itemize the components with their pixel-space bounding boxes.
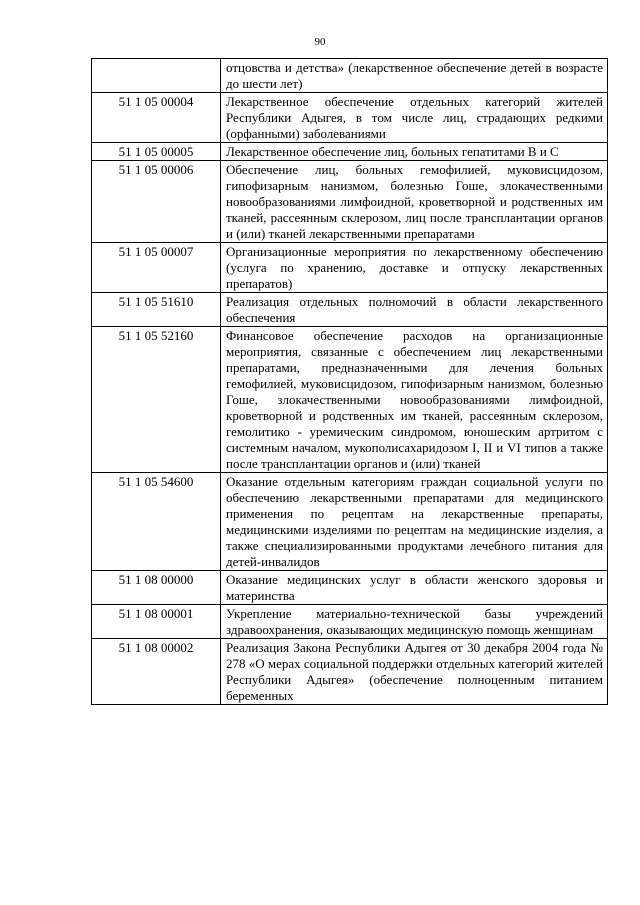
code-cell: 51 1 05 51610 — [92, 293, 221, 327]
description-cell: Обеспечение лиц, больных гемофилией, муковисцидозом, гипофизарным нанизмом, болезнью Гоше, злокачественными новообразованиями лимфоидной, кроветворной и родственных им тканей, рассеянным склерозом, лиц после трансплантации органов и (или) тканей лекарственными препаратами — [221, 161, 608, 243]
description-cell: Лекарственное обеспечение лиц, больных гепатитами B и C — [221, 143, 608, 161]
description-cell: Укрепление материально-технической базы учреждений здравоохранения, оказывающих медицинскую помощь женщинам — [221, 605, 608, 639]
code-cell: 51 1 05 00006 — [92, 161, 221, 243]
code-cell — [92, 59, 221, 93]
code-cell: 51 1 08 00002 — [92, 639, 221, 705]
table-row — [92, 93, 608, 143]
code-cell: 51 1 05 00004 — [92, 93, 221, 143]
description-cell: Реализация отдельных полномочий в области лекарственного обеспечения — [221, 293, 608, 327]
description-cell: Финансовое обеспечение расходов на организационные мероприятия, связанные с обеспечением лиц лекарственными препаратами, предназначенными для лечения больных гемофилией, муковисцидозом, гипофизарным нанизмом, болезнью Гоше, злокачественными новообразованиями лимфоидной, кроветворной и родственных им тканей, рассеянным склерозом, гемолитико - уремическим синдромом, юношеским артритом с системным началом, мукополисахаридозом I, II и VI типов а также после трансплантации органов и (или) тканей — [221, 327, 608, 473]
description-cell: Реализация Закона Республики Адыгея от 30 декабря 2004 года № 278 «О мерах социальной поддержки отдельных категорий жителей Республики Адыгея» (обеспечение полноценным питанием беременных — [221, 639, 608, 705]
table-row — [92, 59, 608, 93]
table-row — [92, 327, 608, 473]
table-row — [92, 473, 608, 571]
code-cell: 51 1 05 52160 — [92, 327, 221, 473]
code-cell: 51 1 08 00000 — [92, 571, 221, 605]
table-row — [92, 293, 608, 327]
code-cell: 51 1 05 00007 — [92, 243, 221, 293]
budget-code-table — [91, 58, 608, 705]
description-cell: Оказание медицинских услуг в области женского здоровья и материнства — [221, 571, 608, 605]
description-cell: Организационные мероприятия по лекарственному обеспечению (услуга по хранению, доставке и отпуску лекарственных препаратов) — [221, 243, 608, 293]
page-number: 90 — [314, 36, 326, 48]
description-cell: Лекарственное обеспечение отдельных категорий жителей Республики Адыгея, в том числе лиц, страдающих редкими (орфанными) заболеваниями — [221, 93, 608, 143]
code-cell: 51 1 05 54600 — [92, 473, 221, 571]
description-cell: отцовства и детства» (лекарственное обеспечение детей в возрасте до шести лет) — [221, 59, 608, 93]
table-row — [92, 243, 608, 293]
code-cell: 51 1 05 00005 — [92, 143, 221, 161]
code-cell: 51 1 08 00001 — [92, 605, 221, 639]
table-row — [92, 605, 608, 639]
table-row — [92, 161, 608, 243]
description-cell: Оказание отдельным категориям граждан социальной услуги по обеспечению лекарственными препаратами для медицинского применения по рецептам на лекарственные препараты, медицинскими изделиями по рецептам на медицинские изделия, а также специализированными продуктами лечебного питания для детей-инвалидов — [221, 473, 608, 571]
table-row — [92, 639, 608, 705]
table-row — [92, 143, 608, 161]
table-row — [92, 571, 608, 605]
